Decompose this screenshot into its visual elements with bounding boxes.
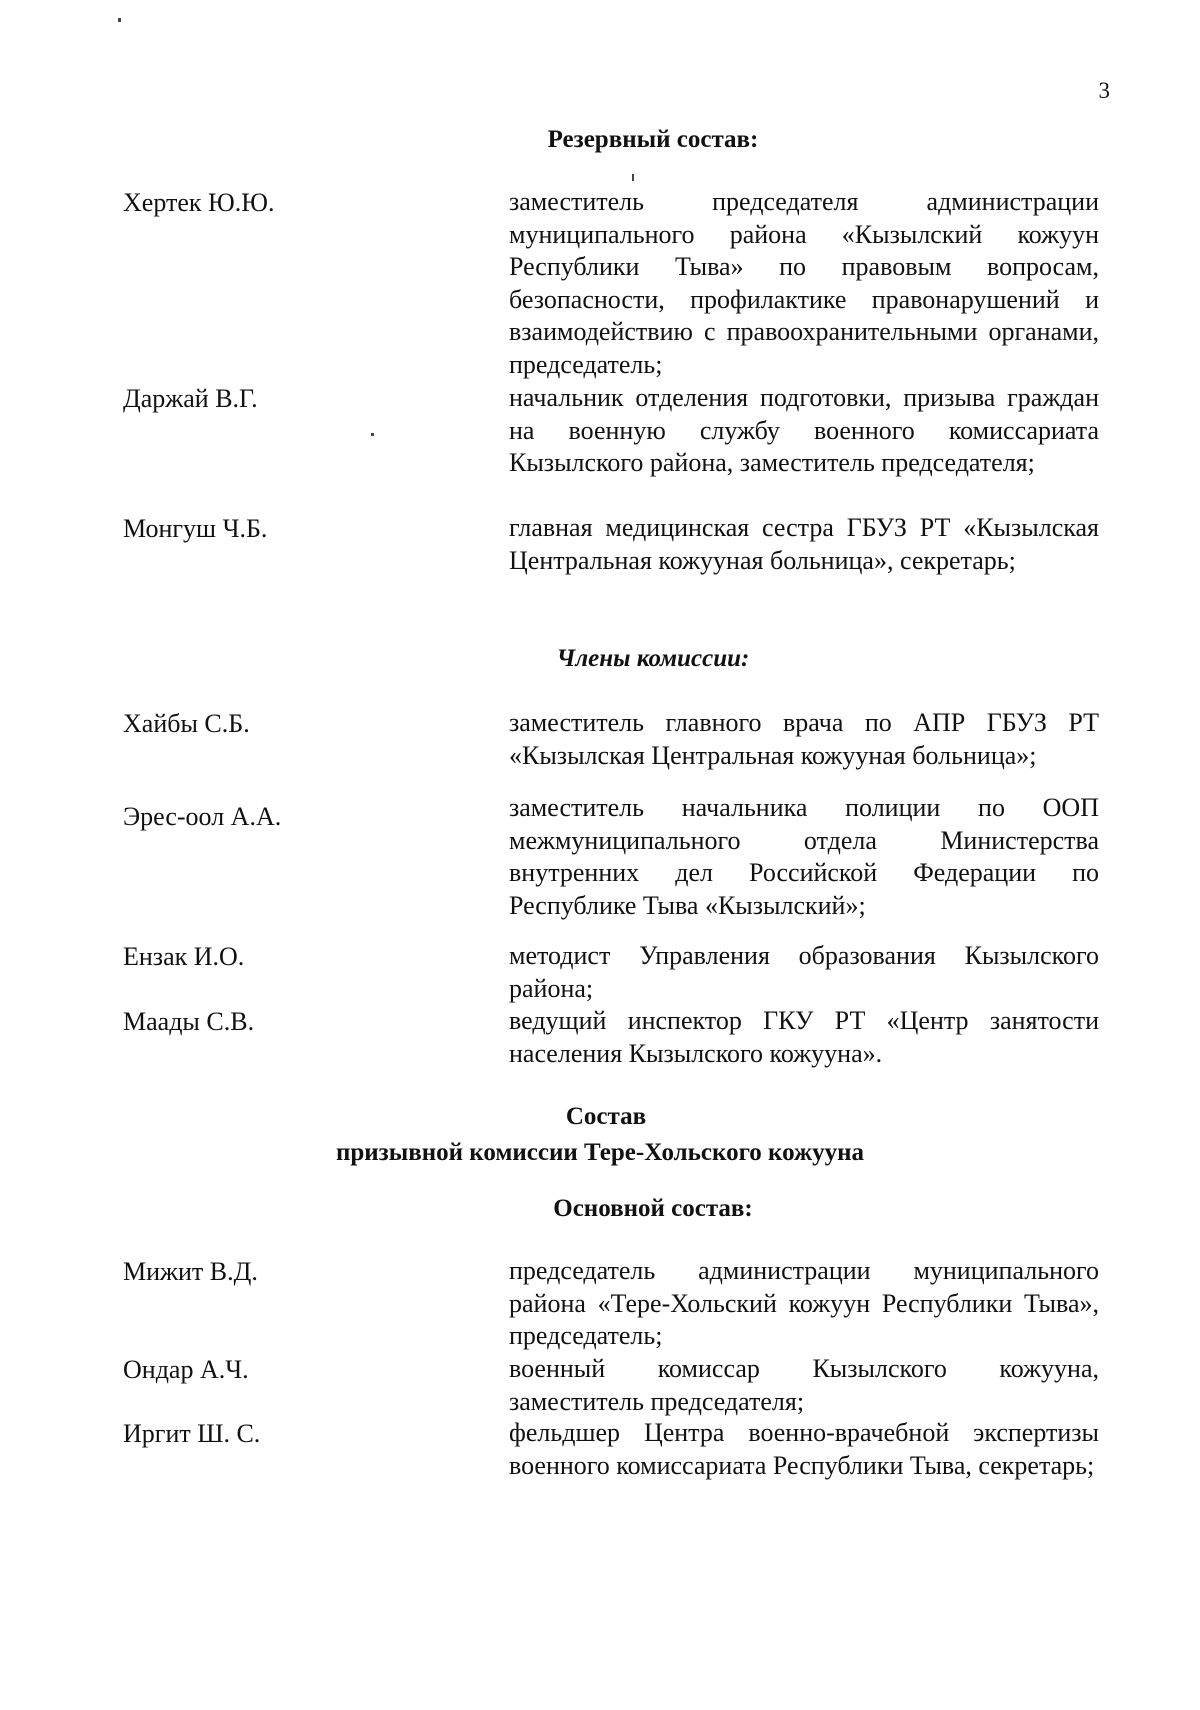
- member-name: Иргит Ш. С.: [123, 1419, 261, 1448]
- scan-speck: [632, 174, 634, 181]
- member-name: Эрес-оол А.А.: [123, 802, 282, 831]
- member-role: начальник отделения подготовки, призыва граждан на военную службу военного комиссариата Кызылского района, заместитель председателя;: [509, 383, 1099, 477]
- member-role: ведущий инспектор ГКУ РТ «Центр занятости населения Кызылского кожууна».: [509, 1006, 1099, 1068]
- member-role: заместитель главного врача по АПР ГБУЗ РТ «Кызылская Центральная кожууная больница»;: [509, 708, 1099, 770]
- member-role: главная медицинская сестра ГБУЗ РТ «Кызылская Центральная кожууная больница», секретарь;: [509, 513, 1099, 575]
- member-role: фельдшер Центра военно-врачебной экспертизы военного комиссариата Республики Тыва, секретарь;: [509, 1418, 1099, 1480]
- member-role: председатель администрации муниципального района «Тере-Хольский кожуун Республики Тыва», председатель;: [509, 1256, 1099, 1350]
- commission-title-line2: призывной комиссии Тере-Хольского кожууна: [335, 1139, 865, 1166]
- scan-speck: [371, 433, 374, 436]
- member-name: Монгуш Ч.Б.: [123, 514, 268, 543]
- member-role: заместитель начальника полиции по ООП межмуниципального отдела Министерства внутренних дел Российской Федерации по Республике Тыва «Кызылский»;: [509, 793, 1099, 920]
- member-role: методист Управления образования Кызылского района;: [509, 941, 1099, 1003]
- scan-speck: [118, 18, 121, 22]
- member-role: заместитель председателя администрации муниципального района «Кызылский кожуун Республики Тыва» по правовым вопросам, безопасности, профилактике правонарушений и взаимодействию с правоохранительными органами, председатель;: [509, 187, 1099, 379]
- member-name: Хертек Ю.Ю.: [123, 188, 275, 217]
- reserve-heading: Резервный состав:: [547, 126, 759, 153]
- member-name: Маады С.В.: [123, 1007, 255, 1036]
- member-role: военный комиссар Кызылского кожууна, заместитель председателя;: [509, 1354, 1099, 1416]
- member-name: Хайбы С.Б.: [123, 709, 250, 738]
- commission-title-line1: Состав: [565, 1103, 647, 1130]
- members-heading: Члены комиссии:: [556, 645, 750, 672]
- commission-title: [0, 1099, 1200, 1171]
- member-name: Ензак И.О.: [123, 942, 245, 971]
- main-composition-heading: Основной состав:: [553, 1195, 753, 1222]
- page-number: 3: [1098, 78, 1110, 103]
- member-name: Даржай В.Г.: [123, 384, 258, 413]
- member-name: Ондар А.Ч.: [123, 1355, 249, 1384]
- member-name: Мижит В.Д.: [123, 1257, 258, 1286]
